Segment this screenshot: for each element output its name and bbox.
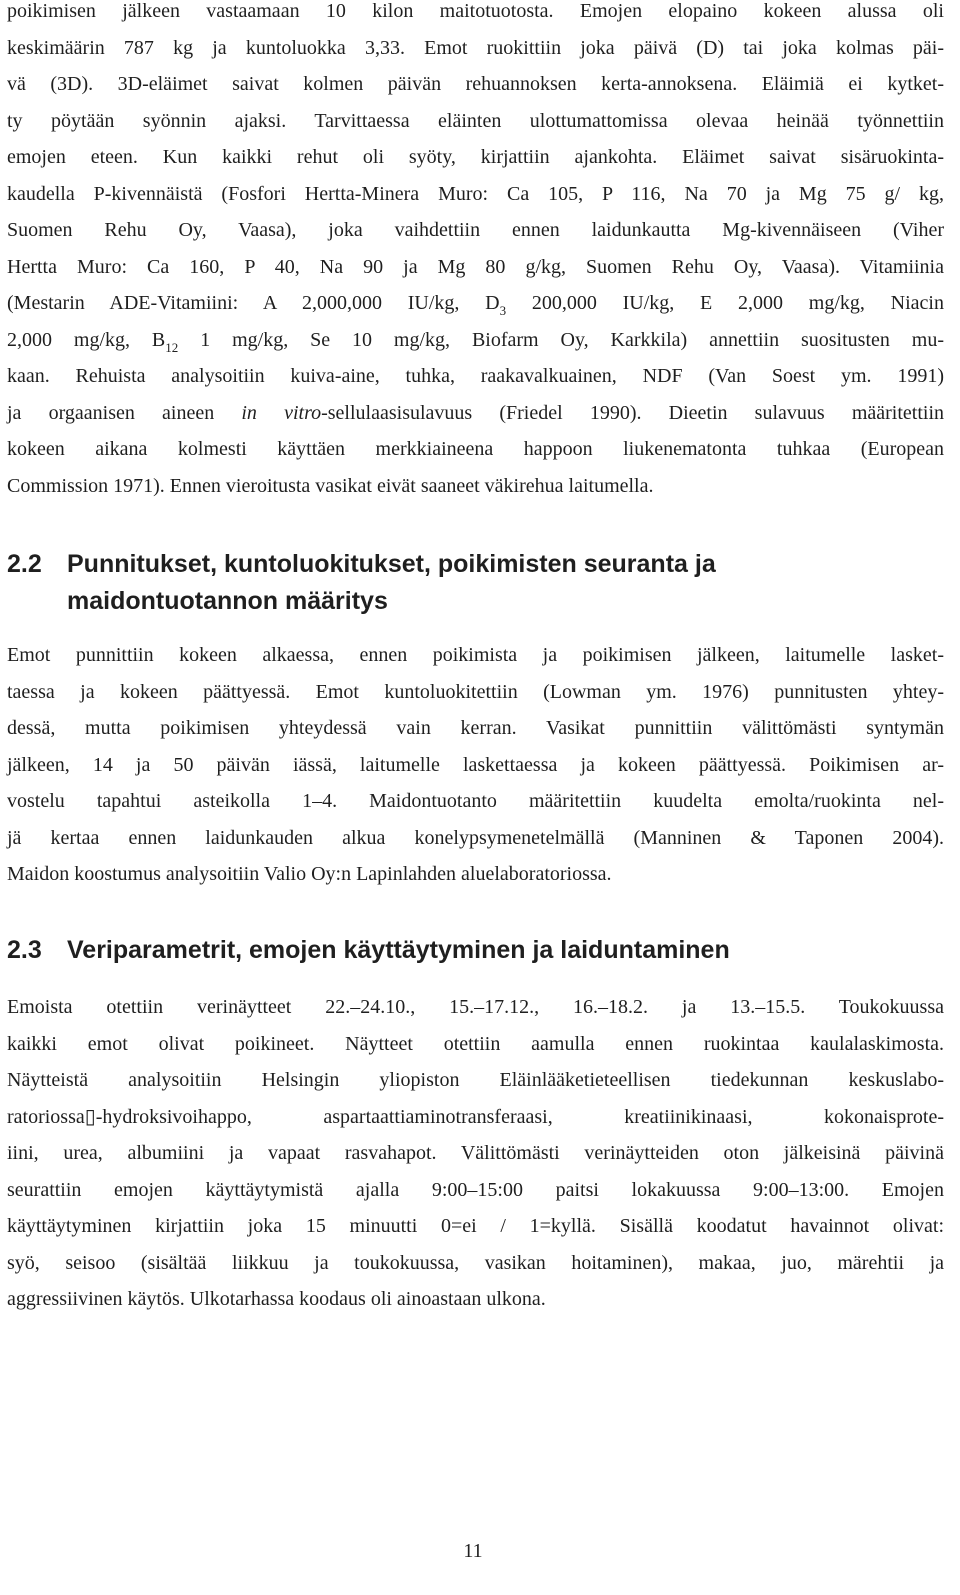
- text-line: kaan. Rehuista analysoitiin kuiva-aine, tuhka, raakavalkuainen, NDF (Van Soest ym. 1991): [7, 365, 944, 387]
- text-line: ratoriossa▯-hydroksivoihappo, aspartaattiaminotransferaasi, kreatiinikinaasi, kokonaisprote-: [7, 1105, 944, 1128]
- text-line: seurattiin emojen käyttäytymistä ajalla 9:00–15:00 paitsi lokakuussa 9:00–13:00. Emojen: [7, 1178, 944, 1201]
- text-line: vostelu tapahtui asteikolla 1–4. Maidontuotanto määritettiin kuudelta emolta/ruokinta nel-: [7, 790, 944, 812]
- text-line: [7, 395, 944, 432]
- text-line: vä (3D). 3D-eläimet saivat kolmen päivän rehuannoksen kerta-annoksena. Eläimiä ei kytket-: [7, 73, 944, 95]
- paragraph-feeding: [7, 0, 944, 504]
- text-line: ty pöytään syönnin ajaksi. Tarvittaessa eläinten ulottumattomissa olevaa heinää työnnettiin: [7, 109, 944, 132]
- text-line: keskimäärin 787 kg ja kuntoluokka 3,33. Emot ruokittiin joka päivä (D) tai joka kolmas päi-: [7, 36, 944, 59]
- text-line: aggressiivinen käytös. Ulkotarhassa koodaus oli ainoastaan ulkona.: [7, 1288, 546, 1310]
- text-run: ja orgaanisen aineen: [7, 401, 242, 424]
- section-number: 2.3: [7, 936, 42, 964]
- section-number: 2.2: [7, 550, 42, 578]
- italic-text: in vitro: [241, 401, 322, 424]
- text-line: Maidon koostumus analysoitiin Valio Oy:n Lapinlahden aluelaboratoriossa.: [7, 863, 612, 885]
- text-line: dessä, mutta poikimisen yhteydessä vain kerran. Vasikat punnittiin välittömästi syntymän: [7, 717, 944, 739]
- section-title-line: Punnitukset, kuntoluokitukset, poikimisten seuranta ja: [67, 550, 716, 578]
- text-line: taessa ja kokeen päättyessä. Emot kuntoluokitettiin (Lowman ym. 1976) punnitusten yhtey-: [7, 680, 944, 703]
- text-line: jälkeen, 14 ja 50 päivän iässä, laitumelle laskettaessa ja kokeen päättyessä. Poikimisen ar-: [7, 753, 944, 776]
- text-line: Näytteistä analysoitiin Helsingin yliopiston Eläinlääketieteellisen tiedekunnan keskuslabo-: [7, 1069, 944, 1091]
- text-line: iini, urea, albumiini ja vapaat rasvahapot. Välittömästi verinäytteiden oton jälkeisinä päivinä: [7, 1142, 944, 1164]
- text-line: Emoista otettiin verinäytteet 22.–24.10., 15.–17.12., 16.–18.2. ja 13.–15.5. Toukokuussa: [7, 996, 944, 1018]
- text-run: 1 mg/kg, Se 10 mg/kg, Biofarm Oy, Karkkila) annettiin suositusten mu-: [178, 328, 945, 351]
- subscript: 12: [165, 339, 179, 355]
- text-run: (Mestarin ADE-Vitamiini: A 2,000,000 IU/kg, D: [7, 292, 500, 314]
- section-title-line: Veriparametrit, emojen käyttäytyminen ja laiduntaminen: [67, 936, 730, 964]
- text-line: kokeen aikana kolmesti käyttäen merkkiaineena happoon liukenematonta tuhkaa (European: [7, 438, 944, 460]
- text-line: Hertta Muro: Ca 160, P 40, Na 90 ja Mg 80 g/kg, Suomen Rehu Oy, Vaasa). Vitamiinia: [7, 255, 944, 278]
- page-number: 11: [463, 1540, 483, 1562]
- text-line: Commission 1971). Ennen vieroitusta vasikat eivät saaneet väkirehua laitumella.: [7, 474, 654, 497]
- text-line: emojen eteen. Kun kaikki rehut oli syöty, kirjattiin ajankohta. Eläimet saivat sisäruokinta-: [7, 146, 944, 168]
- text-line: kaikki emot olivat poikineet. Näytteet otettiin aamulla ennen ruokintaa kaulalaskimosta.: [7, 1032, 944, 1055]
- text-line: käyttäytyminen kirjattiin joka 15 minuutti 0=ei / 1=kyllä. Sisällä koodatut havainnot olivat:: [7, 1215, 944, 1237]
- text-line: poikimisen jälkeen vastaamaan 10 kilon maitotuotosta. Emojen elopaino kokeen alussa oli: [7, 0, 944, 22]
- section-heading-2-2: [7, 546, 947, 620]
- text-run: 200,000 IU/kg, E 2,000 mg/kg, Niacin: [506, 292, 944, 314]
- paragraph-blood-parameters: [7, 989, 944, 1318]
- text-line: Suomen Rehu Oy, Vaasa), joka vaihdettiin ennen laidunkautta Mg-kivennäiseen (Viher: [7, 219, 944, 241]
- subscript: 3: [499, 303, 507, 318]
- text-line: syö, seisoo (sisältää liikkuu ja toukokuussa, vasikan hoitaminen), makaa, juo, märehtii ja: [7, 1251, 944, 1274]
- section-heading-2-3: [7, 932, 947, 969]
- text-line: [7, 322, 944, 359]
- text-run: 2,000 mg/kg, B: [7, 328, 166, 351]
- paragraph-weighing: [7, 637, 944, 893]
- text-line: [7, 285, 944, 322]
- text-line: Emot punnittiin kokeen alkaessa, ennen poikimista ja poikimisen jälkeen, laitumelle lasket-: [7, 644, 944, 666]
- text-run: -sellulaasisulavuus (Friedel 1990). Dieetin sulavuus määritettiin: [321, 401, 944, 424]
- section-title-line: maidontuotannon määritys: [67, 587, 388, 615]
- text-line: kaudella P-kivennäistä (Fosfori Hertta-Minera Muro: Ca 105, P 116, Na 70 ja Mg 75 g/ kg,: [7, 182, 944, 205]
- text-line: jä kertaa ennen laidunkauden alkua konelypsymenetelmällä (Manninen & Taponen 2004).: [7, 826, 944, 849]
